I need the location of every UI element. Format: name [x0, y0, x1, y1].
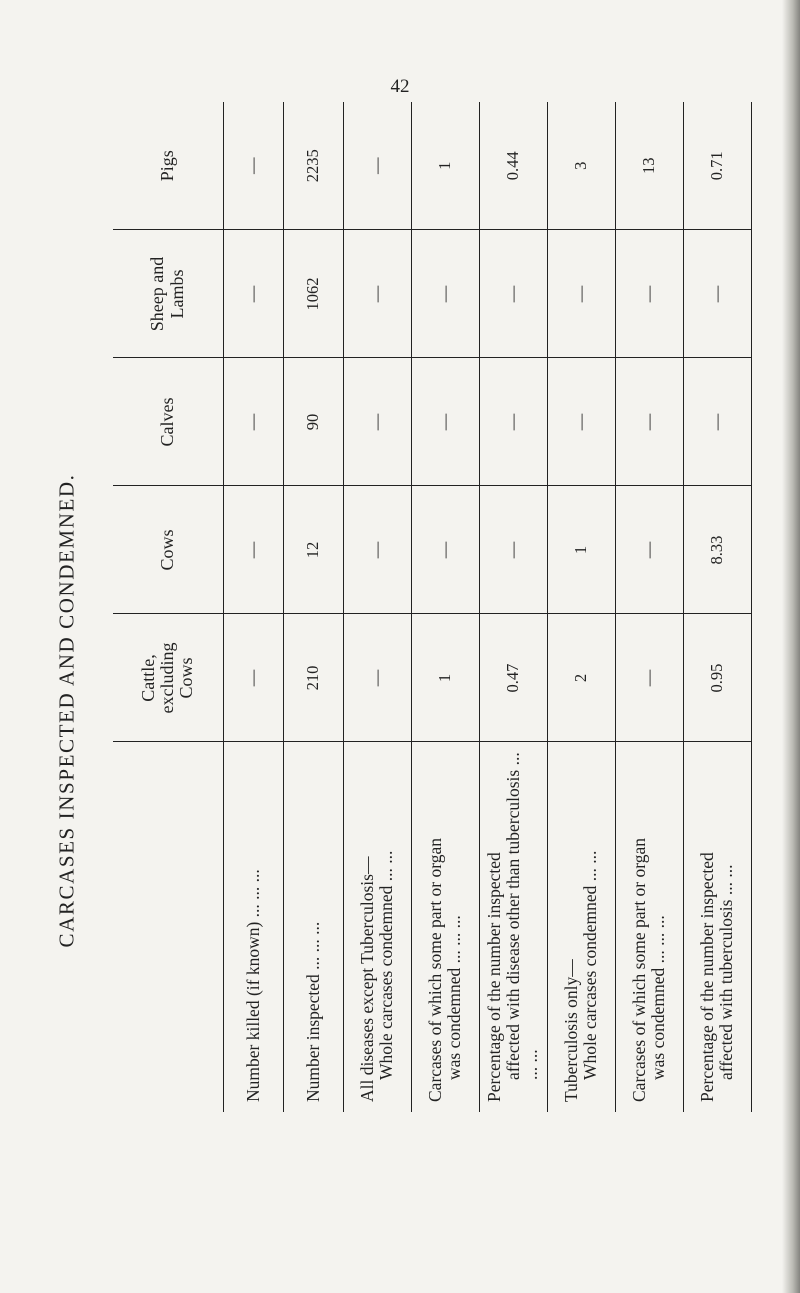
cell-value: 90: [283, 358, 343, 486]
carcases-table-container: [113, 102, 736, 1112]
cell-value: —: [479, 486, 547, 614]
page-title: [52, 330, 82, 1090]
cell-value: 0.95: [683, 614, 751, 742]
table-row: [343, 102, 411, 1112]
cell-value: —: [343, 486, 411, 614]
column-header: Calves: [113, 358, 223, 486]
cell-value: —: [411, 486, 479, 614]
row-label: Carcases of which some part or organ was condemned ... ... ...: [615, 742, 683, 1112]
column-header: Cattle, excluding Cows: [113, 614, 223, 742]
cell-value: 13: [615, 102, 683, 230]
cell-value: —: [547, 358, 615, 486]
cell-value: —: [479, 358, 547, 486]
cell-value: 8.33: [683, 486, 751, 614]
cell-value: —: [343, 358, 411, 486]
cell-value: 2: [547, 614, 615, 742]
cell-value: —: [547, 230, 615, 358]
cell-value: 12: [283, 486, 343, 614]
cell-value: —: [615, 486, 683, 614]
column-header: Pigs: [113, 102, 223, 230]
cell-value: 1: [411, 614, 479, 742]
row-label: Percentage of the number inspected affected with tuberculosis ... ...: [683, 742, 751, 1112]
page-title-text: CARCASES INSPECTED AND CONDEMNED.: [54, 472, 79, 948]
cell-value: 1: [411, 102, 479, 230]
column-header: Sheep and Lambs: [113, 230, 223, 358]
cell-value: —: [683, 230, 751, 358]
cell-value: —: [683, 358, 751, 486]
cell-value: 0.44: [479, 102, 547, 230]
table-row: [283, 102, 343, 1112]
cell-value: 2235: [283, 102, 343, 230]
cell-value: 0.47: [479, 614, 547, 742]
cell-value: —: [479, 230, 547, 358]
cell-value: —: [223, 358, 283, 486]
row-label: Number killed (if known) ... ... ...: [223, 742, 283, 1112]
row-label: Carcases of which some part or organ was condemned ... ... ...: [411, 742, 479, 1112]
row-label: Tuberculosis only— Whole carcases condemned ... ...: [547, 742, 615, 1112]
cell-value: —: [223, 230, 283, 358]
scan-edge-shadow: [782, 0, 800, 1293]
cell-value: —: [343, 102, 411, 230]
carcases-table: [113, 102, 752, 1112]
cell-value: —: [343, 230, 411, 358]
cell-value: —: [223, 102, 283, 230]
cell-value: —: [615, 230, 683, 358]
cell-value: 1: [547, 486, 615, 614]
table-row: [411, 102, 479, 1112]
table-row: [223, 102, 283, 1112]
cell-value: 0.71: [683, 102, 751, 230]
cell-value: —: [223, 614, 283, 742]
cell-value: 3: [547, 102, 615, 230]
cell-value: —: [411, 230, 479, 358]
cell-value: —: [343, 614, 411, 742]
table-row: [479, 102, 547, 1112]
column-header: Cows: [113, 486, 223, 614]
row-label: All diseases except Tuberculosis— Whole carcases condemned ... ...: [343, 742, 411, 1112]
table-row: [615, 102, 683, 1112]
cell-value: —: [411, 358, 479, 486]
page-number: 42: [390, 76, 410, 97]
cell-value: 1062: [283, 230, 343, 358]
cell-value: —: [615, 358, 683, 486]
cell-value: —: [615, 614, 683, 742]
table-row: [547, 102, 615, 1112]
header-empty: [113, 742, 223, 1112]
cell-value: 210: [283, 614, 343, 742]
cell-value: —: [223, 486, 283, 614]
row-label: Number inspected ... ... ...: [283, 742, 343, 1112]
table-row: [683, 102, 751, 1112]
header-row: [113, 102, 223, 1112]
row-label: Percentage of the number inspected affected with disease other than tuberculosis ... ... ...: [479, 742, 547, 1112]
